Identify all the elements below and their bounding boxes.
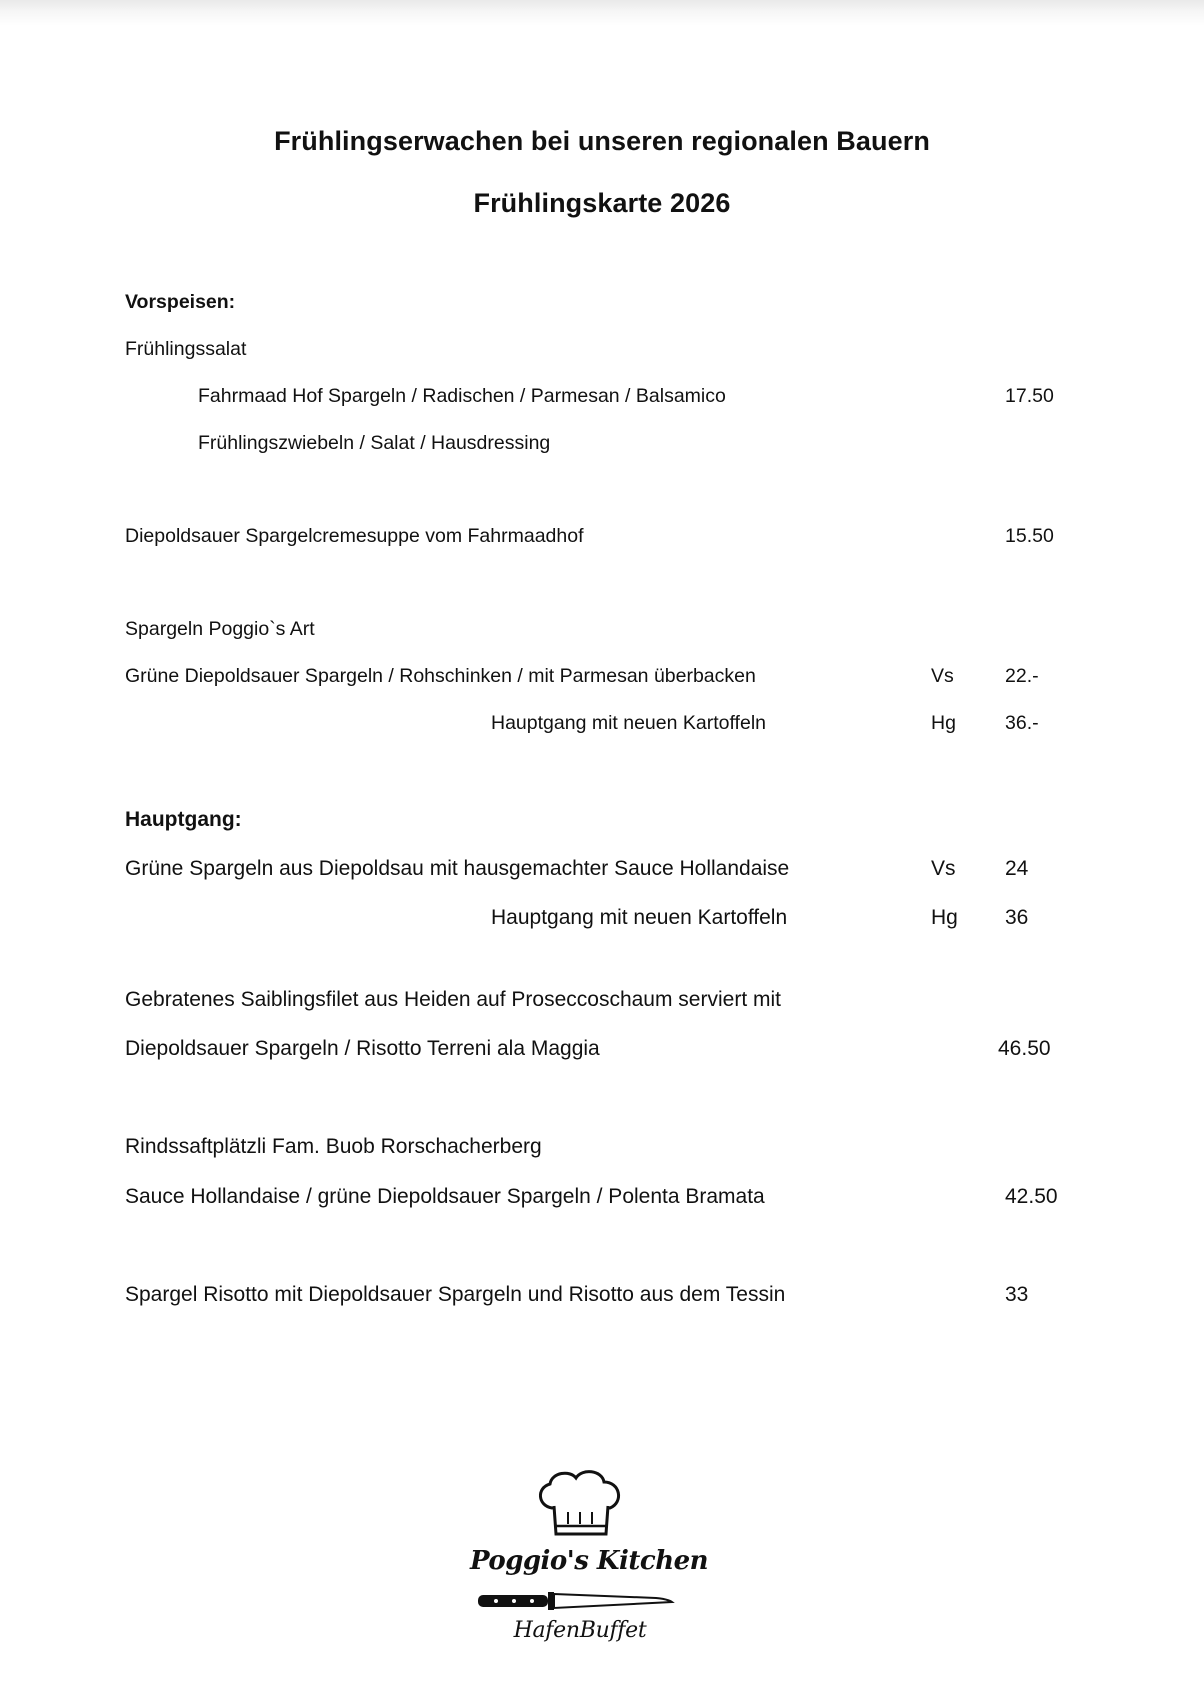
price-saibling: 46.50 — [998, 1037, 1051, 1060]
dish-desc-salat-2: Frühlingszwiebeln / Salat / Hausdressing — [198, 432, 551, 454]
price-poggio-vs: 22.- — [1005, 665, 1039, 687]
price-risotto: 33 — [1005, 1283, 1029, 1306]
page-subtitle: Frühlingskarte 2026 — [473, 188, 731, 218]
restaurant-logo — [470, 1462, 709, 1662]
logo-sub-text: HafenBuffet — [513, 1618, 647, 1643]
dish-desc-poggio: Grüne Diepoldsauer Spargeln / Rohschinken / mit Parmesan überbacken — [125, 665, 756, 687]
price-poggio-hg: 36.- — [1005, 712, 1039, 734]
dish-desc-saibling-1: Gebratenes Saiblingsfilet aus Heiden auf Proseccoschaum serviert mit — [125, 988, 781, 1011]
size-code-vs-hollandaise: Vs — [931, 857, 956, 880]
dish-desc-rind-1: Rindssaftplätzli Fam. Buob Rorschacherberg — [125, 1135, 542, 1158]
dish-desc-saibling-2: Diepoldsauer Spargeln / Risotto Terreni ala Maggia — [125, 1037, 600, 1060]
page-title: Frühlingserwachen bei unseren regionalen Bauern — [274, 126, 930, 156]
dish-desc-hollandaise: Grüne Spargeln aus Diepoldsau mit hausgemachter Sauce Hollandaise — [125, 857, 790, 880]
page-top-shadow — [0, 0, 1204, 26]
dish-name-salat: Frühlingssalat — [125, 338, 247, 360]
dish-desc-salat-1: Fahrmaad Hof Spargeln / Radischen / Parmesan / Balsamico — [198, 385, 726, 407]
chef-hat-icon — [530, 1468, 630, 1543]
dish-name-suppe: Diepoldsauer Spargelcremesuppe vom Fahrmaadhof — [125, 525, 584, 547]
main-course-note-hollandaise: Hauptgang mit neuen Kartoffeln — [491, 906, 788, 929]
knife-icon — [476, 1586, 676, 1616]
size-code-hg-hollandaise: Hg — [931, 906, 958, 929]
price-hollandaise-hg: 36 — [1005, 906, 1029, 929]
dish-desc-risotto: Spargel Risotto mit Diepoldsauer Spargeln und Risotto aus dem Tessin — [125, 1283, 786, 1306]
dish-desc-rind-2: Sauce Hollandaise / grüne Diepoldsauer Spargeln / Polenta Bramata — [125, 1185, 765, 1208]
price-rind: 42.50 — [1005, 1185, 1058, 1208]
price-hollandaise-vs: 24 — [1005, 857, 1029, 880]
size-code-hg-poggio: Hg — [931, 712, 956, 734]
section-heading-vorspeisen: Vorspeisen: — [125, 291, 236, 313]
main-course-note-poggio: Hauptgang mit neuen Kartoffeln — [491, 712, 766, 734]
size-code-vs-poggio: Vs — [931, 665, 954, 687]
price-suppe: 15.50 — [1005, 525, 1054, 547]
logo-brand-text: Poggio's Kitchen — [470, 1546, 709, 1576]
price-salat: 17.50 — [1005, 385, 1054, 407]
dish-name-poggio: Spargeln Poggio`s Art — [125, 618, 315, 640]
section-heading-hauptgang: Hauptgang: — [125, 808, 242, 831]
